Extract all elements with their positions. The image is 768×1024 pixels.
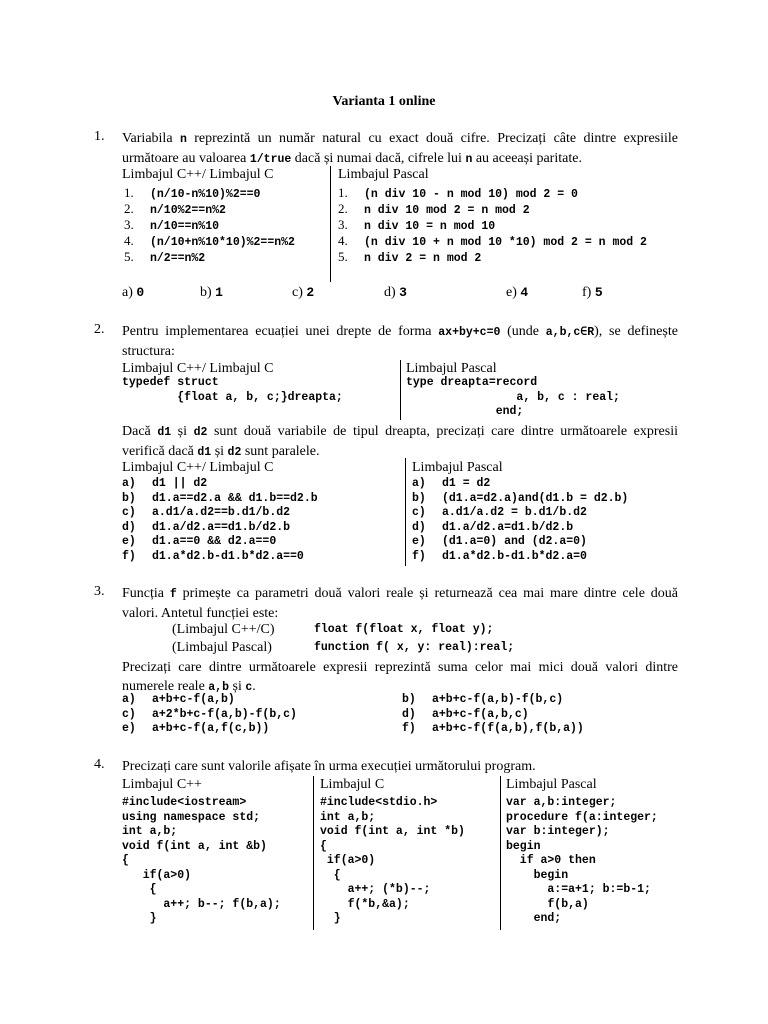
item-number: 3. [338, 217, 348, 232]
option-row [412, 550, 587, 563]
q4-c-header: Limbajul C [320, 777, 385, 792]
q4-divider-1 [313, 776, 314, 930]
list-item [124, 249, 295, 265]
answer-option [506, 285, 528, 301]
option-row [412, 506, 587, 519]
list-item [124, 217, 295, 233]
option-row [402, 722, 584, 735]
item-code: n div 10 mod 2 = n mod 2 [364, 204, 530, 217]
answer-value: 0 [136, 285, 145, 300]
item-code: n/10==n%10 [150, 220, 220, 233]
option-row [412, 492, 628, 505]
q4-pascal-header: Limbajul Pascal [506, 777, 597, 792]
q4-pascal-code: var a,b:integer; procedure f(a:integer; var b:integer); begin if a>0 then begin a:=a+1; b:=b-1; f(b,a) end; [506, 796, 658, 925]
option-label: e) [412, 535, 426, 549]
option-code: a+b+c-f(a,f(c,b)) [152, 722, 270, 736]
option-label: a) [122, 477, 136, 490]
option-row [402, 693, 563, 706]
q3-text2-b: și [229, 679, 246, 694]
option-label: f) [122, 550, 136, 563]
option-row [122, 535, 276, 548]
q3-lang-1: (Limbajul C++/C) [172, 622, 275, 637]
question-3-text [122, 584, 678, 623]
q3-lang-2: (Limbajul Pascal) [172, 640, 272, 655]
item-code: (n div 10 + n mod 10 *10) mod 2 = n mod 2 [364, 236, 647, 249]
option-label: e) [122, 722, 136, 736]
option-row [402, 708, 529, 721]
option-code: d1.a*d2.b-d1.b*d2.a=0 [442, 550, 587, 563]
option-code: d1 || d2 [152, 477, 208, 490]
q1-c-list [124, 185, 295, 265]
q2-text2-a: Dacă [122, 424, 158, 439]
option-label: b) [402, 693, 416, 706]
answer-label: a) [122, 285, 133, 300]
option-label: f) [412, 550, 426, 563]
q2-d2b: d2 [227, 446, 242, 459]
q1-text-a: Variabila [122, 131, 180, 146]
q2-equation: ax+by+c=0 [438, 326, 501, 339]
item-number: 5. [338, 249, 348, 264]
q2-right-header: Limbajul Pascal [406, 361, 497, 376]
q4-cpp-code: #include<iostream> using namespace std; int a,b; void f(int a, int &b) { if(a>0) { a++; b--; f(b,a); } [122, 796, 281, 925]
q2-d1: d1 [157, 426, 172, 439]
option-code: a.d1/a.d2==b.d1/b.d2 [152, 506, 291, 520]
answer-label: f) [582, 285, 592, 300]
q2-text2-c: sunt două variabile de tipul dreapta, precizați care dintre următoarele expresii verifică dacă [122, 424, 678, 459]
q2-d1b: d1 [197, 446, 212, 459]
list-item [124, 201, 295, 217]
option-code: d1.a==0 && d2.a==0 [152, 535, 277, 549]
option-code: a+b+c-f(f(a,b),f(b,a)) [432, 722, 584, 736]
q2-c-code: typedef struct {float a, b, c;}dreapta; [122, 376, 343, 404]
list-item [124, 233, 295, 249]
list-item [338, 233, 647, 249]
q2-left-header-2: Limbajul C++/ Limbajul C [122, 460, 274, 475]
q1-left-header: Limbajul C++/ Limbajul C [122, 167, 274, 182]
item-code: (n/10-n%10)%2==0 [150, 188, 261, 201]
question-3-text-2 [122, 658, 678, 697]
q2-divider [400, 360, 401, 420]
option-row [122, 477, 207, 490]
q1-text-d: au aceeași paritate. [472, 151, 582, 166]
answer-label: b) [200, 285, 212, 300]
option-label: b) [412, 491, 426, 505]
option-code: a.d1/a.d2 = b.d1/b.d2 [442, 506, 587, 520]
answer-option [122, 285, 144, 301]
item-number: 2. [338, 201, 348, 216]
answer-value: 3 [399, 285, 407, 300]
option-code: d1.a/d2.a==d1.b/d2.b [152, 520, 291, 534]
option-row [122, 722, 269, 735]
list-item [338, 249, 647, 265]
question-1-text [122, 129, 678, 169]
q4-cpp-header: Limbajul C++ [122, 777, 202, 792]
item-number: 1. [338, 185, 348, 200]
answer-option [200, 285, 223, 301]
q3-vars: a,b [208, 681, 229, 694]
q1-text-b: reprezintă un număr natural cu exact două cifre. Precizați câte dintre expresiile următoare au valoarea [122, 131, 678, 166]
option-code: a+b+c-f(a,b) [152, 693, 235, 706]
answer-label: c) [292, 285, 303, 300]
q3-header-1: float f(float x, float y); [314, 623, 494, 636]
q4-divider-2 [500, 776, 501, 930]
item-code: n div 10 = n mod 10 [364, 220, 496, 233]
option-code: a+b+c-f(a,b,c) [432, 707, 529, 721]
option-code: a+2*b+c-f(a,b)-f(b,c) [152, 707, 297, 721]
q1-right-header: Limbajul Pascal [338, 167, 429, 182]
option-row [122, 550, 304, 563]
option-label: d) [402, 707, 416, 721]
option-label: c) [412, 506, 426, 520]
q1-pascal-list [338, 185, 647, 265]
answer-value: 1 [215, 285, 223, 300]
question-2-number: 2. [94, 322, 105, 337]
item-code: n div 2 = n mod 2 [364, 252, 482, 265]
q3-text2-a: Precizați care dintre următoarele expresii reprezintă suma celor mai mici două valori dintre numerele reale [122, 660, 678, 694]
option-label: a) [122, 693, 136, 706]
option-code: (d1.a=0) and (d2.a=0) [442, 535, 587, 549]
option-code: d1.a*d2.b-d1.b*d2.a==0 [152, 550, 304, 563]
q2-text2-d: și [211, 444, 228, 459]
list-item [338, 185, 647, 201]
q2-divider-2 [405, 458, 406, 566]
question-3-number: 3. [94, 584, 105, 599]
q2-text2-e: sunt paralele. [241, 444, 320, 459]
q1-text-c: dacă și numai dacă, cifrele lui [291, 151, 466, 166]
item-code: n/10%2==n%2 [150, 204, 226, 217]
q2-left-header: Limbajul C++/ Limbajul C [122, 361, 274, 376]
q2-text-a: Pentru implementarea ecuației unei drepte de forma [122, 324, 439, 339]
item-number: 3. [124, 217, 134, 232]
item-number: 5. [124, 249, 134, 264]
q3-text-b: primește ca parametri două valori reale și returnează cea mai mare dintre cele două valori. Antetul funcției este: [122, 586, 678, 621]
option-row [122, 693, 235, 706]
item-number: 4. [338, 233, 348, 248]
q2-text-c: ), se definește structura: [122, 324, 678, 359]
answer-value: 2 [306, 285, 315, 300]
answer-value: 5 [594, 285, 603, 300]
q3-var-c: c [245, 681, 253, 694]
item-code: n/2==n%2 [150, 252, 206, 265]
answer-option [582, 285, 603, 301]
q3-text-a: Funcția [122, 586, 170, 601]
option-label: a) [412, 477, 426, 490]
question-1-number: 1. [94, 129, 105, 144]
option-code: (d1.a=d2.a)and(d1.b = d2.b) [442, 491, 629, 505]
answer-label: d) [384, 285, 396, 300]
q4-c-code: #include<stdio.h> int a,b; void f(int a, int *b) { if(a>0) { a++; (*b)--; f(*b,&a); } [320, 796, 465, 925]
item-number: 1. [124, 185, 134, 200]
option-code: d1.a==d2.a && d1.b==d2.b [152, 491, 318, 505]
option-row [122, 492, 318, 505]
answer-option [384, 285, 407, 301]
question-4-number: 4. [94, 757, 105, 772]
q1-divider [330, 166, 331, 282]
answer-label: e) [506, 285, 517, 300]
question-4-text: Precizați care sunt valorile afișate în urma execuției următorului program. [122, 759, 536, 774]
option-label: b) [122, 491, 136, 505]
q3-f: f [169, 588, 177, 601]
q2-right-header-2: Limbajul Pascal [412, 460, 503, 475]
option-row [412, 477, 490, 490]
page-title: Varianta 1 online [332, 94, 436, 109]
q2-pascal-code: type dreapta=record a, b, c : real; end; [406, 376, 620, 418]
q2-text-b: (unde [500, 324, 546, 339]
option-row [122, 521, 290, 534]
q3-text2-c: . [252, 679, 256, 694]
option-row [412, 521, 573, 534]
option-label: d) [122, 520, 136, 534]
answer-option [292, 285, 314, 301]
item-number: 4. [124, 233, 134, 248]
option-label: c) [122, 506, 136, 520]
q2-d2: d2 [193, 426, 208, 439]
list-item [338, 201, 647, 217]
item-number: 2. [124, 201, 134, 216]
q2-vars: a,b,c∈R [545, 326, 595, 339]
option-row [122, 506, 290, 519]
q2-text2-b: și [171, 424, 194, 439]
item-code: (n div 10 - n mod 10) mod 2 = 0 [364, 188, 578, 201]
list-item [338, 217, 647, 233]
option-label: c) [122, 707, 136, 721]
option-label: d) [412, 520, 426, 534]
question-2-text-2 [122, 422, 678, 462]
option-code: a+b+c-f(a,b)-f(b,c) [432, 693, 564, 706]
q1-var-n2: n [465, 153, 473, 166]
item-code: (n/10+n%10*10)%2==n%2 [150, 236, 295, 249]
answer-value: 4 [520, 285, 529, 300]
q1-var-n: n [179, 133, 187, 146]
option-label: e) [122, 535, 136, 549]
question-2-text [122, 322, 678, 361]
option-code: d1 = d2 [442, 477, 491, 490]
option-row [122, 708, 297, 721]
q3-header-2: function f( x, y: real):real; [314, 641, 515, 654]
option-code: d1.a/d2.a=d1.b/d2.b [442, 520, 574, 534]
list-item [124, 185, 295, 201]
option-row [412, 535, 587, 548]
q1-value: 1/true [249, 153, 292, 166]
option-label: f) [402, 722, 416, 736]
